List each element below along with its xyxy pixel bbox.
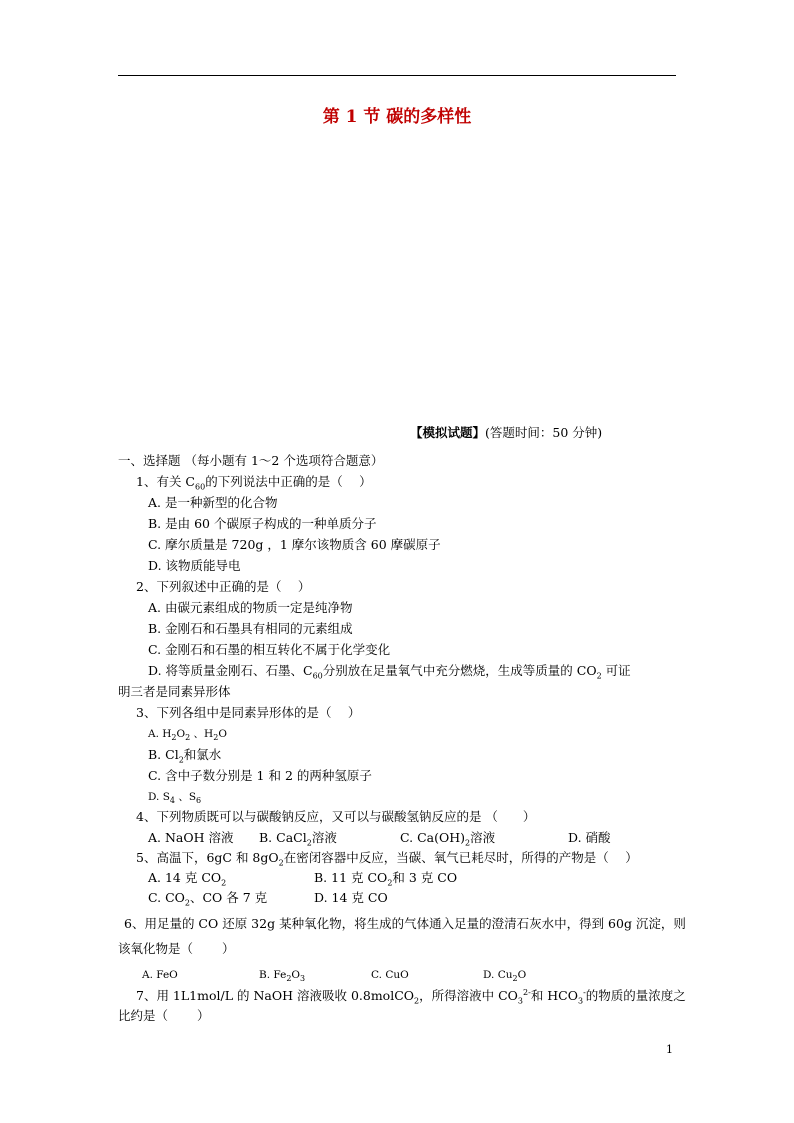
- question-3-stem: 3、下列各组中是同素异形体的是（ ）: [136, 705, 361, 720]
- q3-option-d: D. $S_4$ 、$S_6$: [148, 791, 202, 806]
- question-7-stem: 7、用 1L1mol/L 的 NaOH 溶液吸收 0.8molCO$_2$，所得溶液中 $CO_3^{2-}$和 $HCO_3^-$的物质的量浓度之: [136, 987, 686, 1006]
- question-5-stem: 5、高温下，6gC 和 $8gO_2$在密闭容器中反应，当碳、氧气已耗尽时，所得的产物是（ ）: [136, 850, 638, 868]
- q6-option-b: B. $Fe_2O_3$: [259, 969, 306, 984]
- q1-option-a: A. 是一种新型的化合物: [148, 495, 278, 510]
- q3-option-a: A. $H_2O_2$ 、$H_2O$: [148, 728, 227, 743]
- q6-option-c: C. CuO: [371, 969, 409, 981]
- q5-option-d: D. 14 克 CO: [314, 890, 388, 905]
- q3-option-c: C. 含中子数分别是 1 和 2 的两种氢原子: [148, 768, 372, 783]
- question-7-stem-continued: 比约是（ ）: [118, 1008, 210, 1023]
- q2-option-b: B. 金刚石和石墨具有相同的元素组成: [148, 621, 353, 636]
- q2-option-c: C. 金刚石和石墨的相互转化不属于化学变化: [148, 642, 391, 657]
- question-6-stem: 6、用足量的 CO 还原 32g 某种氧化物，将生成的气体通入足量的澄清石灰水中，得到 60g 沉淀，则: [124, 916, 686, 931]
- q2-option-d: D. 将等质量金刚石、石墨、$C_{60}$分别放在足量氧气中充分燃烧，生成等质量的 $CO_2$ 可证: [148, 663, 631, 681]
- q5-option-b: B. 11 克 $CO_2$和 3 克 CO: [314, 870, 458, 888]
- q4-option-b: B. CaCl$_2$溶液: [259, 830, 337, 848]
- q2-option-a: A. 由碳元素组成的物质一定是纯净物: [148, 600, 353, 615]
- q1-option-c: C. 摩尔质量是 720g ，1 摩尔该物质含 60 摩碳原子: [148, 537, 441, 552]
- page-number: 1: [666, 1043, 673, 1056]
- q4-option-d: D. 硝酸: [568, 830, 611, 845]
- question-6-stem-continued: 该氧化物是（ ）: [118, 941, 235, 956]
- q5-option-c: C. $CO_2$、CO 各 7 克: [148, 890, 268, 908]
- exam-heading: 【模拟试题】: [410, 425, 486, 440]
- question-1-stem: 1、有关 $C_{60}$的下列说法中正确的是（ ）: [136, 474, 372, 492]
- header-rule: [118, 75, 676, 76]
- section-heading: 一、选择题 （每小题有 1～2 个选项符合题意）: [118, 453, 384, 468]
- q2-option-d-continued: 明三者是同素异形体: [118, 684, 231, 699]
- exam-time: (答题时间：50 分钟): [485, 425, 603, 440]
- q6-option-d: D. $Cu_2O$: [483, 969, 527, 984]
- page-title: 第 1 节 碳的多样性: [322, 107, 472, 127]
- q5-option-a: A. 14 克 $CO_2$: [148, 870, 227, 888]
- q4-option-a: A. NaOH 溶液: [148, 830, 234, 845]
- question-2-stem: 2、下列叙述中正确的是（ ）: [136, 579, 311, 594]
- q1-option-b: B. 是由 60 个碳原子构成的一种单质分子: [148, 516, 377, 531]
- q6-option-a: A. FeO: [142, 969, 178, 981]
- exam-header: [410, 424, 602, 442]
- q4-option-c: C. $Ca(OH)_2$溶液: [400, 830, 496, 848]
- q1-option-d: D. 该物质能导电: [148, 558, 241, 573]
- q3-option-b: B. $Cl_2$和氯水: [148, 747, 222, 765]
- question-4-stem: 4、下列物质既可以与碳酸钠反应，又可以与碳酸氢钠反应的是 （ ）: [136, 809, 536, 824]
